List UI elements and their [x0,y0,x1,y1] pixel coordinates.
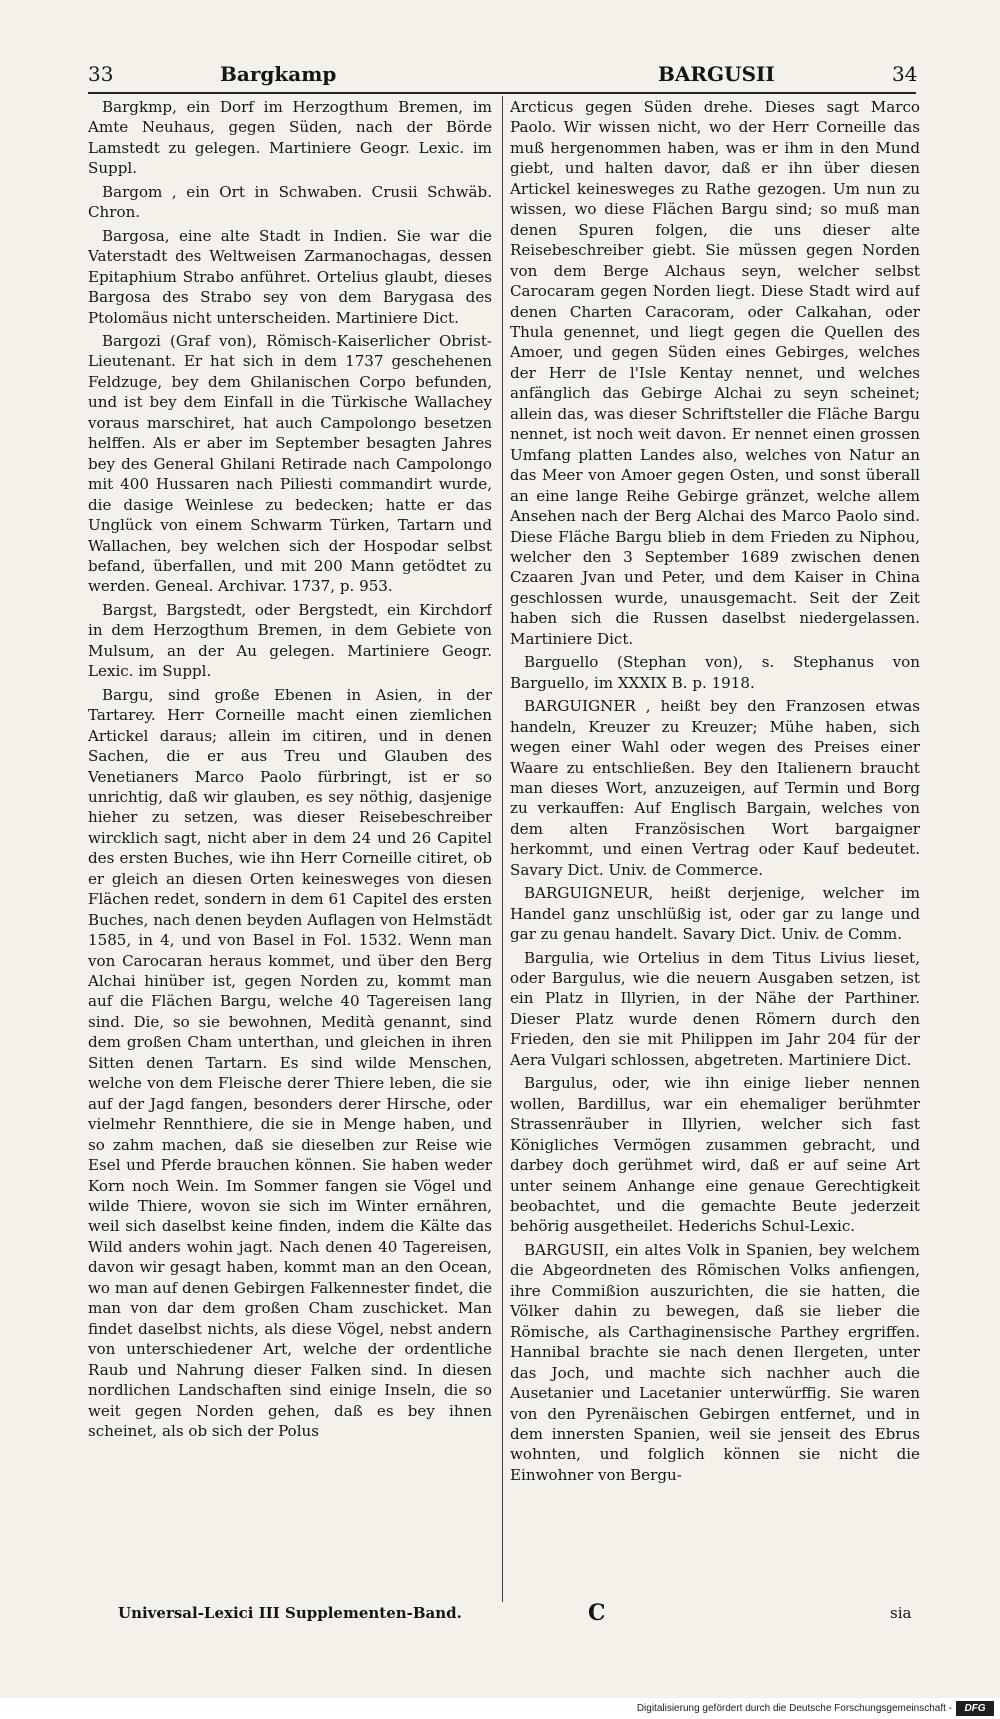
digitization-credit-bar [0,1698,1000,1719]
digitization-credit-text: Digitalisierung gefördert durch die Deutsche Forschungsgemeinschaft - [636,1703,952,1714]
footer-catchword: sia [890,1604,912,1622]
column-divider [502,96,503,1602]
left-page-number: 33 [88,62,114,86]
entry-bargozi: Bargozi (Graf von), Römisch-Kaiserlicher Obrist-Lieutenant. Er hat sich in dem 1737 geschehenen Feldzuge, bey dem Ghilanischen Corpo befunden, und ist bey dem Einfall in die Türkische Wallachey voraus marschiret, hat auch Campolongo besetzen helffen. Als er aber im September besagten Jahres bey des General Ghilani Retirade nach Campolongo mit 400 Hussaren nach Piliesti commandirt wurde, die dasige Weinlese zu bedecken; hatte er das Unglück von einem Schwarm Türken, Tartarn und Wallachen, bey welchen sich der Hospodar selbst befand, überfallen, und mit 200 Mann getödtet zu werden. Geneal. Archivar. 1737, p. 953. [88,331,492,596]
right-page-number: 34 [892,62,918,86]
entry-bargst: Bargst, Bargstedt, oder Bergstedt, ein Kirchdorf in dem Herzogthum Bremen, in dem Gebiete von Mulsum, an der Au gelegen. Martiniere Geogr. Lexic. im Suppl. [88,600,492,681]
entry-bargosa: Bargosa, eine alte Stadt in Indien. Sie war die Vaterstadt des Weltweisen Zarmanochagas, dessen Epitaphium Strabo anführet. Ortelius glaubt, dieses Bargosa des Strabo sey von dem Barygasa des Ptolomäus nicht unterscheiden. Martiniere Dict. [88,226,492,327]
dfg-logo: DFG [956,1701,994,1716]
entry-barguello: Barguello (Stephan von), s. Stephanus von Barguello, im XXXIX B. p. 1918. [510,653,920,692]
entry-barguigner: BARGUIGNER , heißt bey den Franzosen etwas handeln, Kreuzer zu Kreuzer; Mühe haben, sich wegen einer Wahl oder wegen des Preises einer Waare zu entschließen. Bey den Italienern braucht man dieses Wort, anzuzeigen, auf Termin und Borg zu verkauffen: Auf Englisch Bargain, welches von dem alten Französischen Wort bargaigner herkommt, und einen Vertrag oder Kauf bedeutet. Savary Dict. Univ. de Commerce. [510,697,920,879]
header-rule [88,92,916,94]
right-running-head: BARGUSII [658,62,775,86]
entry-barguigneur: BARGUIGNEUR, heißt derjenige, welcher im Handel ganz unschlüßig ist, oder gar zu lange und gar zu genau handelt. Savary Dict. Univ. de Comm. [510,884,920,944]
right-column [510,97,920,1601]
entry-bargulia: Bargulia, wie Ortelius in dem Titus Livius lieset, oder Bargulus, wie die neuern Ausgaben setzen, ist ein Platz in Illyrien, in der Nähe der Parthiner. Dieser Platz wurde denen Römern durch den Frieden, den sie mit Philippen im Jahr 204 für der Aera Vulgari schlossen, abgetreten. Martiniere Dict. [510,948,920,1069]
entry-bargu: Bargu, sind große Ebenen in Asien, in der Tartarey. Herr Corneille macht einen ziemlichen Artickel daraus; allein im citiren, und in denen Sachen, die er aus Treu und Glauben des Venetianers Marco Paolo fürbringt, ist er so unrichtig, daß wir glauben, es sey nöthig, dasjenige hieher zu setzen, was dieser Reisebeschreiber wircklich sagt, nicht aber in dem 24 und 26 Capitel des ersten Buches, wie ihn Herr Corneille citiret, ob er gleich an diesen Orten keinesweges von diesen Flächen redet, sondern in dem 61 Capitel des ersten Buches, nach denen beyden Auflagen von Helmstädt 1585, in 4, und von Basel in Fol. 1532. Wenn man von Carocaran heraus kommet, und über den Berg Alchai hinüber ist, gegen Norden zu, kommt man auf die Flächen Bargu, welche 40 Tagereisen lang sind. Die, so sie bewohnen, Medità genannt, sind dem großen Cham unterthan, und gleichen in ihren Sitten denen Tartarn. Es sind wilde Menschen, welche von dem Fleische derer Thiere leben, die sie auf der Jagd fangen, besonders derer Hirsche, oder vielmehr Rennthiere, die sie in Menge haben, und so zahm machen, daß sie dieselben zur Reise wie Esel und Pferde brauchen können. Sie haben weder Korn noch Wein. Im Sommer fangen sie Vögel und wilde Thiere, wovon sie sich im Winter ernähren, weil sich daselbst keine finden, indem die Kälte das Wild anders wohin jagt. Nach denen 40 Tagereisen, davon wir gesagt haben, kommt man an den Ocean, wo man auf denen Gebirgen Falkennester findet, die man von dar dem großen Cham zuschicket. Man findet daselbst nichts, als diese Vögel, nebst andern von unterschiedener Art, welche der ordentliche Raub und Nahrung dieser Falken sind. In diesen nordlichen Landschaften sind einige Inseln, die so weit gegen Norden gehen, daß es bey ihnen scheinet, als ob sich der Polus [88,685,492,1440]
entry-bargkmp: Bargkmp, ein Dorf im Herzogthum Bremen, im Amte Neuhaus, gegen Süden, nach der Börde Lamstedt zu gelegen. Martiniere Geogr. Lexic. im Suppl. [88,98,492,178]
entry-bargulus: Bargulus, oder, wie ihn einige lieber nennen wollen, Bardillus, war ein ehemaliger berühmter Strassenräuber in Illyrien, welcher sich fast Königliches Vermögen zusammen gebracht, und darbey doch gerühmet wird, daß er auf seine Art unter seinem Anhange eine genaue Gerechtigkeit beobachtet, und die gemachte Beute jederzeit behörig ausgetheilet. Hederichs Schul-Lexic. [510,1074,920,1236]
entry-bargom: Bargom , ein Ort in Schwaben. Crusii Schwäb. Chron. [88,182,492,222]
entry-bargusii: BARGUSII, ein altes Volk in Spanien, bey welchem die Abgeordneten des Römischen Volks anfiengen, ihre Commißion auszurichten, die sie hatten, die Völker dahin zu bewegen, daß sie lieber die Römische, als Carthaginensische Parthey ergriffen. Hannibal brachte sie nach denen Ilergeten, unter das Joch, und machte sich nachher auch die Ausetanier und Lacetanier unterwürffig. Sie waren von den Pyrenäischen Gebirgen entfernet, und in dem innersten Spanien, weil sie jenseit des Ebrus wohnten, und folglich können sie nicht die Einwohner von Bergu- [510,1240,920,1484]
footer-signature-mark: C [588,1600,606,1626]
entry-bargu-continued: Arcticus gegen Süden drehe. Dieses sagt Marco Paolo. Wir wissen nicht, wo der Herr Corneille das muß hergenommen haben, was er ihm in den Mund giebt, und halten davor, daß er ihn über diesen Artickel keinesweges zu Rathe gezogen. Um nun zu wissen, wo diese Flächen Bargu sind; so muß man denen Spuren folgen, die uns dieser alte Reisebeschreiber giebt. Sie müssen gegen Norden von dem Berge Alchaus seyn, welcher selbst Carocaram gegen Norden liegt. Diese Stadt wird auf denen Charten Caracoram, oder Calkahan, oder Thula genennet, und liegt gegen die Quellen des Amoer, und gegen Süden eines Gebirges, welches der Herr de l'Isle Kentay nennet, und welches anfänglich das Gebirge Alchai zu seyn scheinet; allein das, was dieser Schriftsteller die Fläche Bargu nennet, ist noch weit davon. Er nennet einen grossen Umfang platten Landes also, welches von Natur an das Meer von Amoer gegen Osten, und sonst überall an eine lange Reihe Gebirge gränzet, welche allem Ansehen nach der Berg Alchai des Marco Paolo sind. Diese Fläche Bargu blieb in dem Frieden zu Niphou, welcher den 3 September 1689 zwischen denen Czaaren Jvan und Peter, und dem Kaiser in China geschlossen wurde, unausgemacht. Seit der Zeit haben sich die Russen daselbst niedergelassen. Martiniere Dict. [510,98,920,648]
left-running-head: Bargkamp [220,62,337,86]
left-column [88,97,492,1601]
footer-volume-line: Universal-Lexici III Supplementen-Band. [118,1604,462,1622]
